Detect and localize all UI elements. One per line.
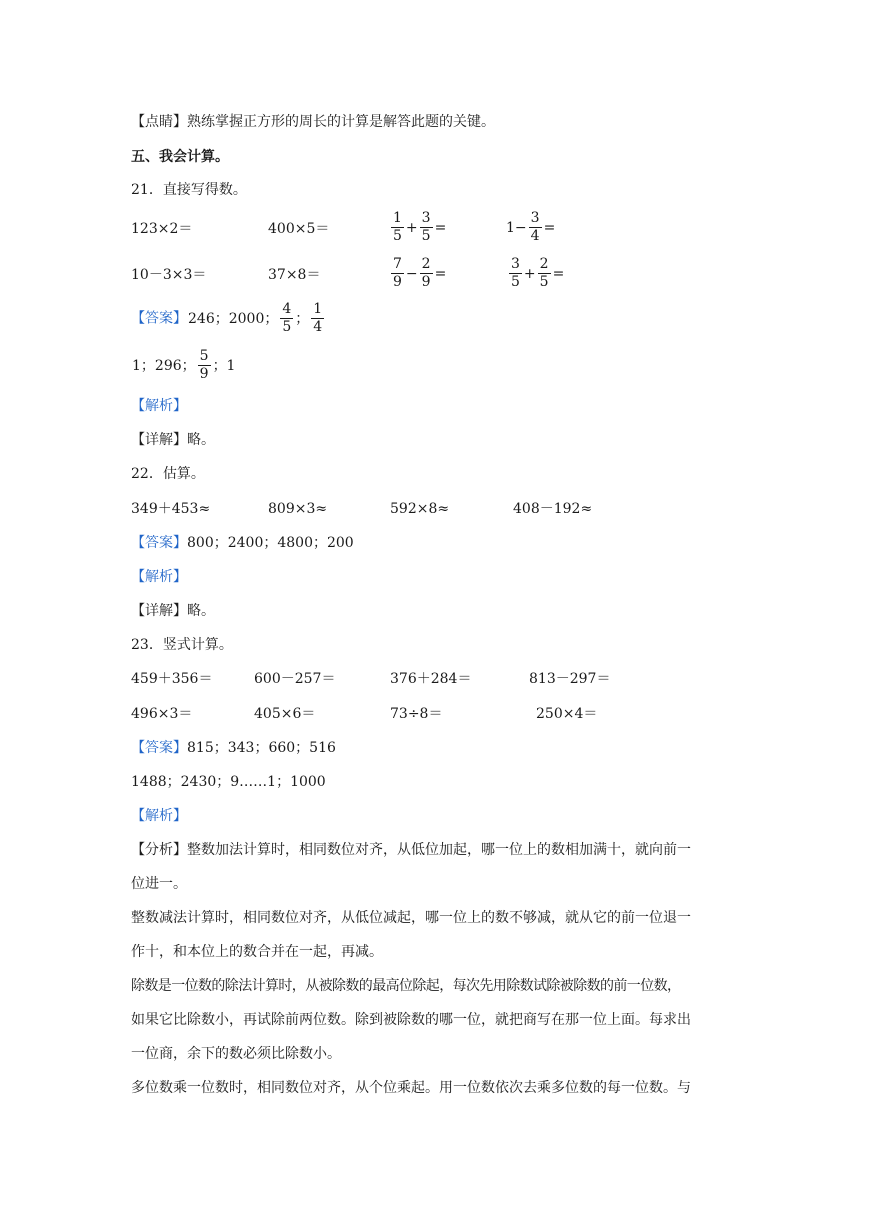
answer-tag: 【答案】 — [131, 310, 187, 327]
answer-text: 815；343；660；516 — [187, 740, 336, 756]
q23-r1-1: 459＋356＝ — [131, 671, 213, 687]
q23-r2-1: 496×3＝ — [131, 706, 193, 722]
q23-r2-3: 73÷8＝ — [390, 706, 443, 722]
para-line: 如果它比除数小，再试除前两位数。除到被除数的哪一位，就把商写在那一位上面。每求出 — [131, 1012, 691, 1028]
q22-item-2: 809×3≈ — [268, 501, 328, 517]
q21-answer-line2: 1；296； $\frac{5}{9}$ ；1 — [132, 348, 236, 382]
q23-analysis-tag: 【解析】 — [131, 808, 187, 824]
hint-line — [131, 113, 495, 131]
fraction: $\frac{2}{9}$ — [421, 256, 431, 290]
q23-r1-2: 600－257＝ — [254, 671, 336, 687]
q21-r1-a: 123×2＝ — [131, 221, 193, 237]
hint-text: 熟练掌握正方形的周长的计算是解答此题的关键。 — [187, 114, 495, 130]
detail-text: 略。 — [187, 432, 215, 448]
para-line: 整数减法计算时，相同数位对齐，从低位减起，哪一位上的数不够减，就从它的前一位退一 — [131, 910, 691, 926]
answer-text: 800；2400；4800；200 — [187, 535, 354, 551]
q22-title: 22．估算。 — [131, 466, 205, 482]
fenxi-tag: 【分析】 — [131, 842, 187, 858]
q23-title: 23．竖式计算。 — [131, 637, 233, 653]
detail-tag: 【详解】 — [131, 603, 187, 619]
detail-text: 略。 — [187, 603, 215, 619]
fraction: $\frac{3}{5}$ — [511, 256, 520, 290]
q23-r1-3: 376＋284＝ — [390, 671, 472, 687]
q21-r1-b: 400×5＝ — [268, 221, 330, 237]
q21-r2-b: 37×8＝ — [268, 267, 321, 283]
q23-answer-line2: 1488；2430；9……1；1000 — [131, 774, 326, 790]
q23-r2-4: 250×4＝ — [536, 706, 598, 722]
q22-item-3: 592×8≈ — [390, 501, 450, 517]
q21-title: 21．直接写得数。 — [131, 182, 247, 198]
answer-tag: 【答案】 — [131, 740, 187, 756]
answer-tag: 【答案】 — [131, 535, 187, 551]
fraction: $\frac{3}{4}$ — [530, 210, 540, 244]
fraction: $\frac{5}{9}$ — [199, 348, 209, 382]
q21-detail — [131, 431, 215, 449]
q23-r2-2: 405×6＝ — [254, 706, 316, 722]
q22-item-1: 349＋453≈ — [131, 501, 211, 517]
q21-r2-a: 10－3×3＝ — [131, 267, 207, 283]
para-line: 除数是一位数的除法计算时，从被除数的最高位除起，每次先用除数试除被除数的前一位数， — [131, 978, 681, 994]
para-line: 作十，和本位上的数合并在一起，再减。 — [131, 944, 383, 960]
fraction: $\frac{1}{5}$ — [393, 210, 402, 244]
q22-analysis-tag: 【解析】 — [131, 569, 187, 585]
fraction: $\frac{1}{4}$ — [313, 301, 323, 335]
para-line: 多位数乘一位数时，相同数位对齐，从个位乘起。用一位数依次去乘多位数的每一位数。与 — [131, 1080, 691, 1096]
para-line: 位进一。 — [131, 876, 187, 892]
fraction: $\frac{4}{5}$ — [282, 301, 292, 335]
q22-answer — [131, 534, 354, 552]
q21-r2-c: $\frac{7}{9}$ − $\frac{2}{9}$ = — [393, 256, 447, 290]
q22-detail — [131, 602, 215, 620]
fraction: $\frac{2}{5}$ — [539, 256, 549, 290]
section-title: 五、我会计算。 — [131, 149, 229, 165]
hint-tag: 【点睛】 — [131, 114, 187, 130]
q23-answer — [131, 739, 336, 757]
q21-r2-d: $\frac{3}{5}$ + $\frac{2}{5}$ = — [511, 256, 565, 290]
fraction: $\frac{7}{9}$ — [393, 256, 402, 290]
q21-r1-c: $\frac{1}{5}$ + $\frac{3}{5}$ = — [393, 210, 447, 244]
q21-answer: 【答案】246；2000； $\frac{4}{5}$ ； $\frac{1}{4}$ — [131, 301, 323, 335]
q22-item-4: 408－192≈ — [513, 501, 593, 517]
para-line: 一位商，余下的数必须比除数小。 — [131, 1046, 341, 1062]
detail-tag: 【详解】 — [131, 432, 187, 448]
q23-analysis-body — [131, 833, 741, 1105]
fraction: $\frac{3}{5}$ — [421, 210, 431, 244]
q23-r1-4: 813－297＝ — [529, 671, 611, 687]
para-line: 【分析】整数加法计算时，相同数位对齐，从低位加起，哪一位上的数相加满十，就向前一 — [131, 842, 691, 858]
q21-analysis-tag: 【解析】 — [131, 398, 187, 414]
q21-r1-d: 1− $\frac{3}{4}$ = — [506, 210, 556, 244]
